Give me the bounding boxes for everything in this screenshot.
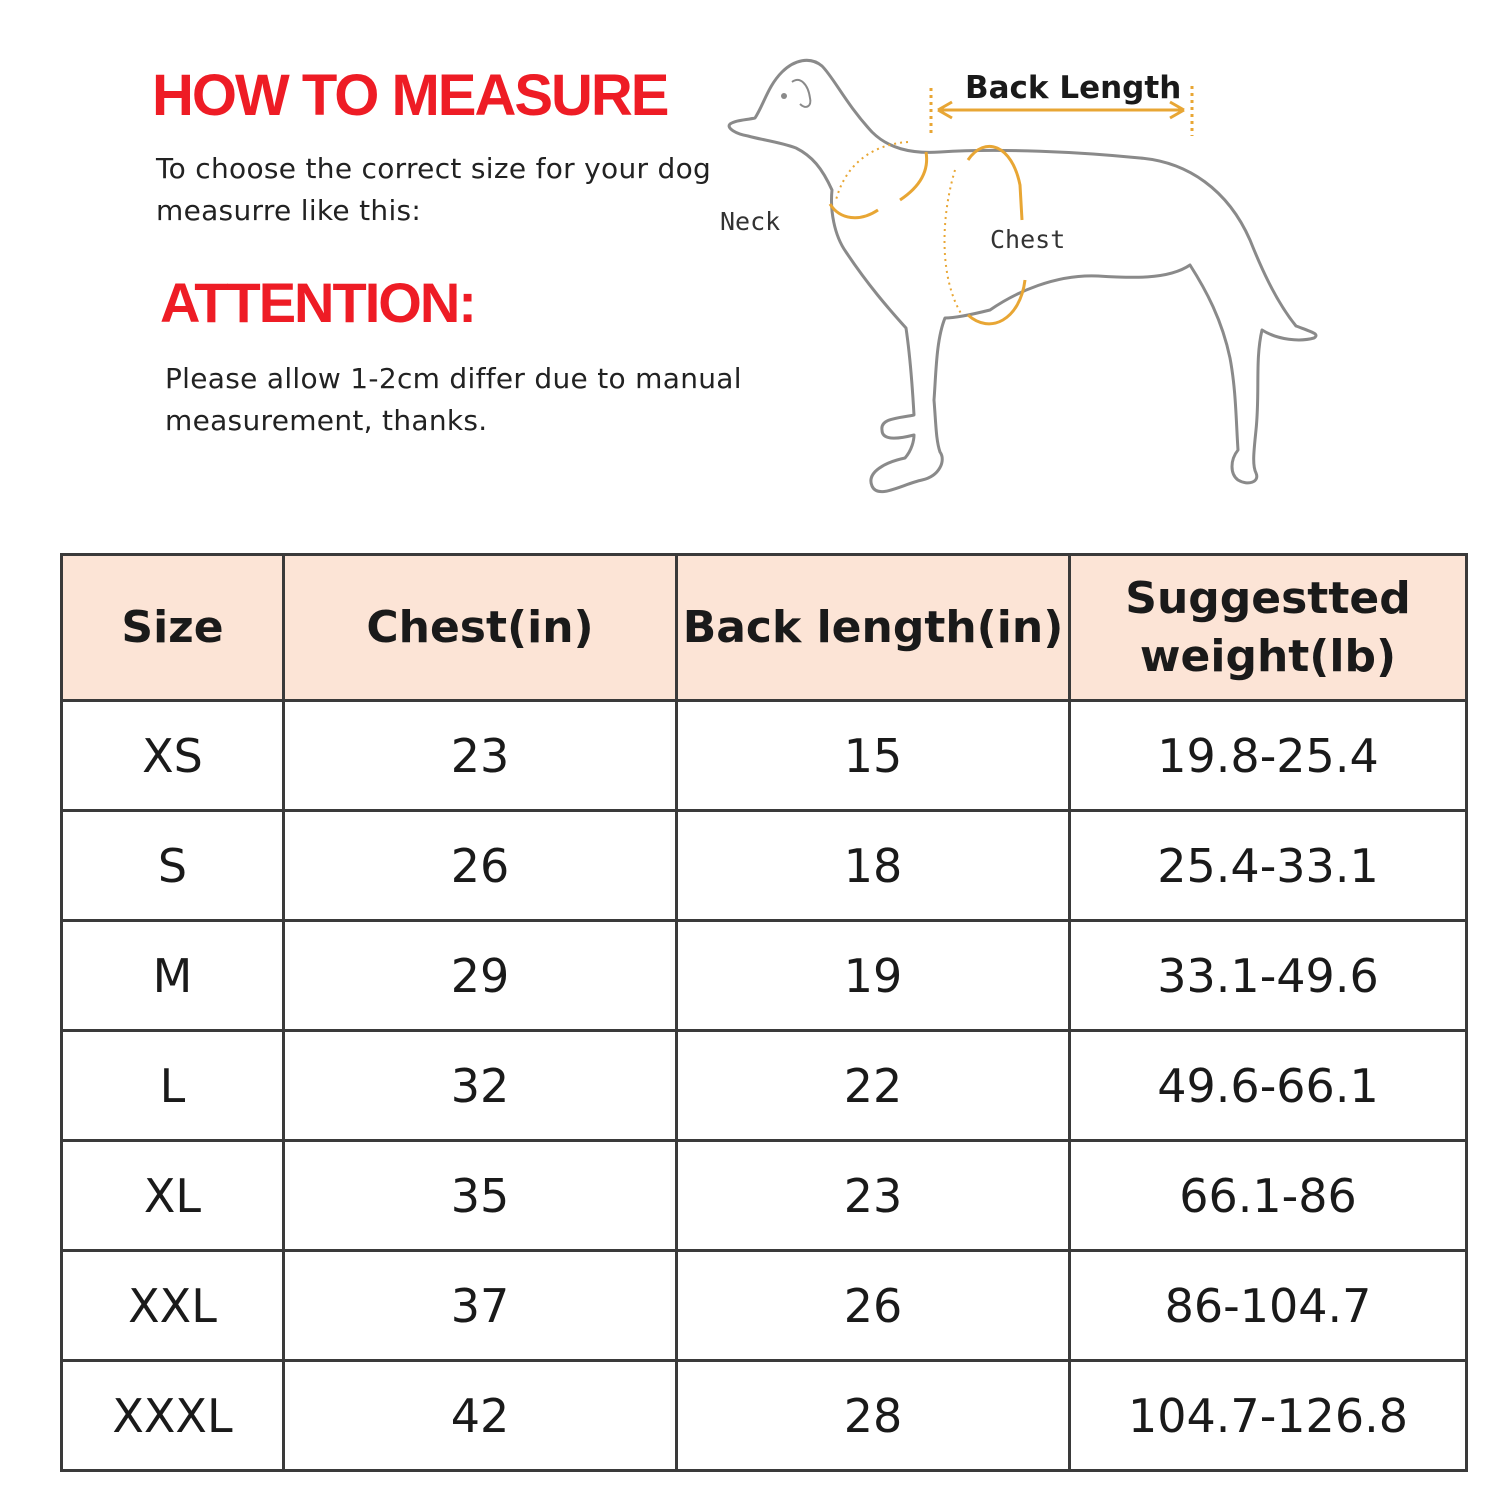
cell-chest: 29 xyxy=(284,921,677,1031)
neck-arrow-arc-icon xyxy=(900,152,927,200)
cell-chest: 32 xyxy=(284,1031,677,1141)
table-row xyxy=(62,921,1467,1031)
table-row xyxy=(62,1141,1467,1251)
table-row xyxy=(62,1361,1467,1471)
cell-chest: 35 xyxy=(284,1141,677,1251)
dog-eye-icon xyxy=(781,93,787,99)
dog-outline-icon xyxy=(729,60,1316,491)
intro-text-line-1: To choose the correct size for your dog xyxy=(156,152,712,185)
cell-weight: 19.8-25.4 xyxy=(1070,701,1467,811)
cell-back: 23 xyxy=(677,1141,1070,1251)
cell-size: XS xyxy=(62,701,284,811)
header-chest: Chest(in) xyxy=(284,555,677,701)
header-back-length: Back length(in) xyxy=(677,555,1070,701)
header-weight-line-1: Suggestted xyxy=(1125,572,1411,624)
size-chart-table xyxy=(60,553,1468,1472)
chest-dotted-line xyxy=(945,170,962,315)
how-to-measure-title: HOW TO MEASURE xyxy=(152,63,668,128)
dog-measurement-diagram xyxy=(700,40,1340,530)
cell-weight: 104.7-126.8 xyxy=(1070,1361,1467,1471)
neck-dotted-loop xyxy=(836,142,908,200)
chest-label: Chest xyxy=(990,225,1066,254)
cell-chest: 26 xyxy=(284,811,677,921)
chest-arrow-lower-icon xyxy=(968,280,1025,324)
intro-text-line-2: measurre like this: xyxy=(156,194,422,227)
cell-back: 18 xyxy=(677,811,1070,921)
attention-note-line-1: Please allow 1-2cm differ due to manual xyxy=(165,362,742,395)
cell-chest: 42 xyxy=(284,1361,677,1471)
neck-arrow-arc-lower-icon xyxy=(830,204,878,218)
ear-outline-icon xyxy=(792,80,810,107)
cell-chest: 37 xyxy=(284,1251,677,1361)
cell-weight: 49.6-66.1 xyxy=(1070,1031,1467,1141)
cell-size: XL xyxy=(62,1141,284,1251)
table-row xyxy=(62,1031,1467,1141)
cell-back: 22 xyxy=(677,1031,1070,1141)
cell-weight: 86-104.7 xyxy=(1070,1251,1467,1361)
cell-size: M xyxy=(62,921,284,1031)
cell-weight: 33.1-49.6 xyxy=(1070,921,1467,1031)
cell-weight: 66.1-86 xyxy=(1070,1141,1467,1251)
cell-size: XXXL xyxy=(62,1361,284,1471)
table-row xyxy=(62,701,1467,811)
cell-size: S xyxy=(62,811,284,921)
header-weight-line-2: weight(lb) xyxy=(1139,630,1397,682)
attention-note-line-2: measurement, thanks. xyxy=(165,404,488,437)
dog-diagram-svg xyxy=(700,40,1340,530)
table-row xyxy=(62,1251,1467,1361)
header-size: Size xyxy=(62,555,284,701)
table-header-row xyxy=(62,555,1467,701)
cell-chest: 23 xyxy=(284,701,677,811)
cell-size: L xyxy=(62,1031,284,1141)
table-row xyxy=(62,811,1467,921)
cell-back: 26 xyxy=(677,1251,1070,1361)
attention-title: ATTENTION: xyxy=(160,271,475,334)
cell-back: 28 xyxy=(677,1361,1070,1471)
neck-label: Neck xyxy=(720,207,781,236)
cell-size: XXL xyxy=(62,1251,284,1361)
cell-weight: 25.4-33.1 xyxy=(1070,811,1467,921)
cell-back: 15 xyxy=(677,701,1070,811)
chest-arrow-upper-icon xyxy=(968,146,1022,220)
back-length-label: Back Length xyxy=(965,70,1182,106)
cell-back: 19 xyxy=(677,921,1070,1031)
header-suggested-weight xyxy=(1070,555,1467,701)
